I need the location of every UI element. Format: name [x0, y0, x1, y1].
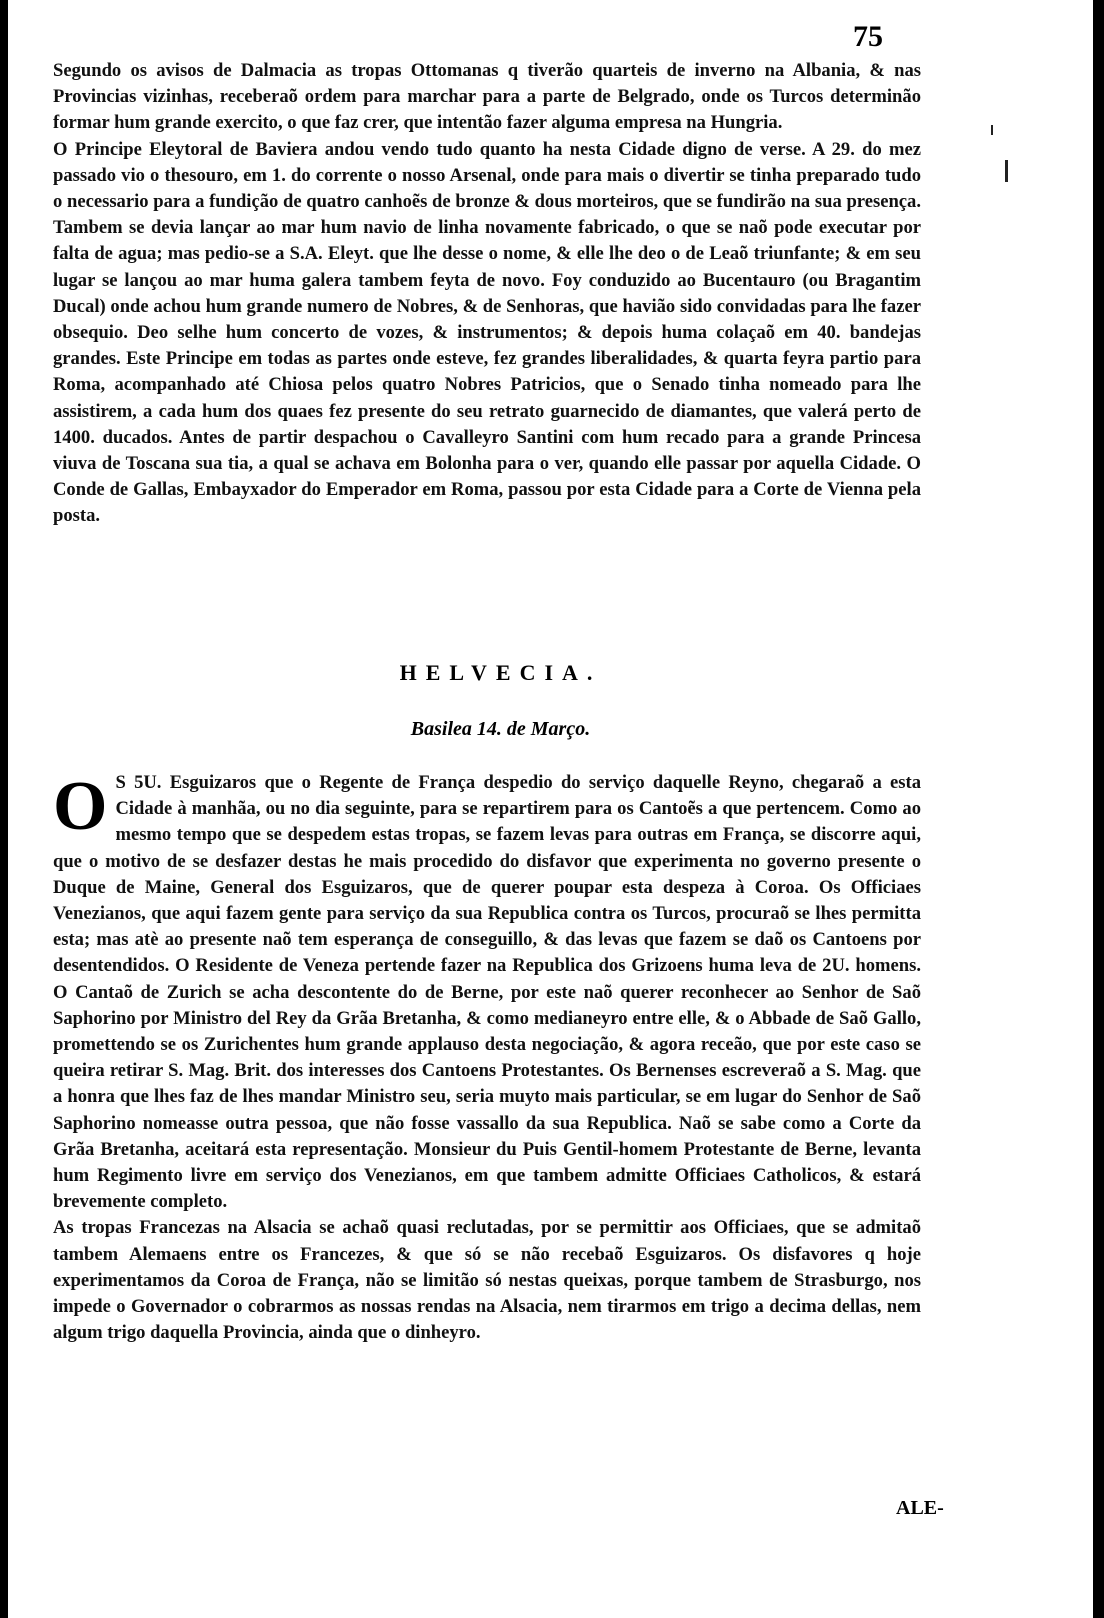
dalmatia-venice-section: [53, 58, 921, 530]
section-heading: HELVECIA.: [399, 660, 602, 685]
dateline: Basilea 14. de Março.: [410, 718, 591, 740]
swiss-troops-paragraph: S 5U. Esguizaros que o Regente de França despedio do serviço daquelle Reyno, chegaraõ a esta Cidade à manhãa, ou no dia seguinte, para se repartirem para os Cantoẽs a que pertencem. Como ao mesmo tempo que se despedem estas tropas, se fazem levas para outras em França, se discorre aqui, que o motivo de se desfazer destas he mais procedido do disfavor que experimenta no governo presente o Duque de Maine, General dos Esguizaros, que de querer poupar esta despeza à Coroa. Os Officiaes Venezianos, que aqui fazem gente para serviço da sua Republica contra os Turcos, procuraõ se lhes permitta esta; mas atè ao presente naõ tem esperança de conseguillo, & das levas que fazem se daõ os Cantoens por desentendidos. O Residente de Veneza pertende fazer na Republica dos Grizoens huma leva de 2U. homens. O Cantaõ de Zurich se acha descontente do de Berne, por este naõ querer reconhecer ao Senhor de Saõ Saphorino por Ministro del Rey da Grãa Bretanha, & como medianeyro entre elle, & o Abbade de Saõ Gallo, promettendo se os Zurichentes hum grande applauso desta negociação, & agora receão, que por este caso se queira retirar S. Mag. Brit. dos interesses dos Cantoens Protestantes. Os Bernenses escreveraõ a S. Mag. que a honra que lhes faz de lhes mandar Ministro seu, seria muyto mais particular, se em lugar do Senhor de Saõ Saphorino nomeasse outra pessoa, que não fosse vassallo da sua Republica. Naõ se sabe como a Corte da Grãa Bretanha, aceitará esta representação. Monsieur du Puis Gentil-homem Protestante de Berne, levanta hum Regimento livre em serviço dos Venezianos, em que tambem admitte Officiaes Catholicos, & estará brevemente completo.: [53, 772, 921, 1213]
margin-speck: [1005, 160, 1008, 182]
bavaria-elector-paragraph: O Principe Eleytoral de Baviera andou vendo tudo quanto ha nesta Cidade digno de verse. A 29. do mez passado vio o thesouro, em 1. do corrente o nosso Arsenal, onde para mais o divertir se tinha preparado tudo o necessario para a fundição de quatro canhoẽs de bronze & dous morteiros, que se fundirão na sua presença. Tambem se devia lançar ao mar hum navio de linha novamente fabricado, o que se naõ pode executar por falta de agua; mas pedio-se a S.A. Eleyt. que lhe desse o nome, & elle lhe deo o de Leaõ triunfante; & em seu lugar se lançou ao mar huma galera tambem feyta de novo. Foy conduzido ao Bucentauro (ou Bragantim Ducal) onde achou hum grande numero de Nobres, & de Senhoras, que havião sido convidadas para lhe fazer obsequio. Deo selhe hum concerto de vozes, & instrumentos; & depois huma colaçaõ em 40. bandejas grandes. Este Principe em todas as partes onde esteve, fez grandes liberalidades, & quarta feyra partio para Roma, acompanhado até Chiosa pelos quatro Nobres Patricios, que o Senado tinha nomeado para lhe assistirem, a cada hum dos quaes fez presente do seu retrato guarnecido de diamantes, que valerá perto de 1400. ducados. Antes de partir despachou o Cavalleyro Santini com hum recado para a grande Princesa viuva de Toscana sua tia, a qual se achava em Bolonha para o ver, quando elle passar por aquella Cidade. O Conde de Gallas, Embayxador do Emperador em Roma, passou por esta Cidade para a Corte de Vienna pela posta.: [53, 138, 921, 527]
alsace-troops-paragraph: As tropas Francezas na Alsacia se achaõ quasi reclutadas, por se permittir aos Officiaes, que se admitaõ tambem Alemaens entre os Francezes, & que só se não recebaõ Esguizaros. Os disfavores q hoje experimentamos da Coroa de França, não se limitão só nestas queixas, porque tambem de Strasburgo, nos impede o Governador o cobrarmos as nossas rendas na Alsacia, nem tirarmos em trigo a decima dellas, nem algum trigo daquella Provincia, ainda que o dinheyro.: [53, 1217, 921, 1344]
margin-speck: [991, 125, 993, 135]
dalmatia-paragraph: Segundo os avisos de Dalmacia as tropas Ottomanas q tiverão quarteis de inverno na Albania, & nas Provincias vizinhas, receberaõ ordem para marchar para a parte de Belgrado, onde os Turcos determinão formar hum grande exercito, o que faz crer, que intentão fazer alguma empresa na Hungria.: [53, 60, 921, 134]
helvecia-section: [53, 770, 921, 1346]
drop-cap: O: [53, 768, 108, 845]
catchword: ALE-: [896, 1497, 944, 1519]
page-number: 75: [853, 20, 883, 53]
newspaper-page: [8, 0, 1093, 1618]
